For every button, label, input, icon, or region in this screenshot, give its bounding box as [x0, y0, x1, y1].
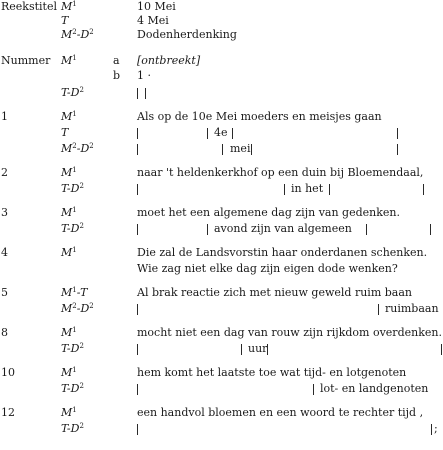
variant-bar	[284, 184, 285, 195]
source-siglum: $M^2-D^2$	[61, 302, 94, 315]
nummer-row-m1	[0, 54, 443, 68]
verse-3-row-m1	[0, 206, 443, 220]
variant-insert: ;	[434, 422, 438, 435]
reading-text: Al brak reactie zich met nieuw geweld ruim baan	[137, 286, 412, 299]
reading-text: Als op de 10e Mei moeders en meisjes gaan	[137, 110, 382, 123]
verse-number: 4	[1, 246, 8, 259]
variant-bar	[430, 224, 431, 235]
verse-8-row-m1	[0, 326, 443, 340]
variant-insert: 4e	[214, 126, 228, 139]
verse-number: 2	[1, 166, 8, 179]
source-siglum: $M^1$	[61, 166, 77, 179]
source-siglum: $M^1$	[61, 246, 77, 259]
verse-number: 3	[1, 206, 8, 219]
verse-5-row-m2d2	[0, 302, 443, 316]
verse-number: 12	[1, 406, 15, 419]
variant-bar	[267, 344, 268, 355]
verse-4-row-m1	[0, 246, 443, 260]
verse-1-row-m1	[0, 110, 443, 124]
source-siglum: $M^2-D^2$	[61, 28, 94, 41]
reading-text: Dodenherdenking	[137, 28, 237, 41]
variant-bar	[145, 88, 146, 99]
variant-bar	[207, 128, 208, 139]
variant-insert: mei	[230, 142, 251, 155]
verse-5-row-m1t	[0, 286, 443, 300]
variant-bar	[137, 184, 138, 195]
variant-insert: lot- en landgenoten	[320, 382, 429, 395]
source-siglum: $T-D^2$	[61, 422, 84, 435]
section-label-reekstitel: Reekstitel	[1, 0, 57, 13]
reading-text: 1 ·	[137, 69, 151, 82]
reading-text: 10 Mei	[137, 0, 176, 13]
reading-text: Die zal de Landsvorstin haar onderdanen schenken.	[137, 246, 428, 259]
source-siglum: $M^1$	[61, 0, 77, 13]
source-siglum: $T-D^2$	[61, 382, 84, 395]
verse-10-row-m1	[0, 366, 443, 380]
variant-bar	[137, 384, 138, 395]
variant-bar	[137, 344, 138, 355]
reekstitel-row-m2d2	[0, 28, 443, 42]
nummer-row-b	[0, 69, 443, 83]
verse-1-row-m2d2	[0, 142, 443, 156]
variant-bar	[441, 344, 442, 355]
reading-text: Wie zag niet elke dag zijn eigen dode wenken?	[137, 262, 398, 275]
verse-8-row-td2	[0, 342, 443, 356]
reading-text: 4 Mei	[137, 14, 169, 27]
reading-text: naar 't heldenkerkhof op een duin bij Bloemendaal,	[137, 166, 424, 179]
variant-bar	[241, 344, 242, 355]
source-siglum: T	[61, 14, 69, 27]
variant-bar	[137, 424, 138, 435]
verse-number: 5	[1, 286, 8, 299]
source-siglum: T	[61, 126, 69, 139]
source-siglum: $M^2-D^2$	[61, 142, 94, 155]
source-siglum: $M^1$	[61, 110, 77, 123]
variant-bar	[378, 304, 379, 315]
variant-bar	[313, 384, 314, 395]
variant-bar	[329, 184, 330, 195]
variant-bar	[397, 144, 398, 155]
verse-1-row-t	[0, 126, 443, 140]
verse-12-row-m1	[0, 406, 443, 420]
verse-number: 8	[1, 326, 8, 339]
verse-4-row-2	[0, 262, 443, 276]
variant-bar	[137, 304, 138, 315]
verse-number: 1	[1, 110, 8, 123]
reading-text: hem komt het laatste toe wat tijd- en lotgenoten	[137, 366, 407, 379]
source-siglum: $M^1$	[61, 206, 77, 219]
variant-bar	[137, 88, 138, 99]
source-siglum: $T-D^2$	[61, 222, 84, 235]
reekstitel-row-m1	[0, 0, 443, 14]
reading-text: moet het een algemene dag zijn van gedenken.	[137, 206, 400, 219]
variant-bar	[431, 424, 432, 435]
variant-bar	[366, 224, 367, 235]
variant-bar	[251, 144, 252, 155]
source-siglum: $M^1$	[61, 326, 77, 339]
variant-insert: ruimbaan	[385, 302, 439, 315]
sub-marker: a	[113, 54, 120, 67]
variant-insert: in het	[291, 182, 324, 195]
source-siglum: $M^1$	[61, 54, 77, 67]
source-siglum: $T-D^2$	[61, 86, 84, 99]
verse-3-row-td2	[0, 222, 443, 236]
nummer-row-td2	[0, 86, 443, 100]
variant-bar	[423, 184, 424, 195]
source-siglum: $T-D^2$	[61, 342, 84, 355]
verse-number: 10	[1, 366, 15, 379]
sub-marker: b	[113, 69, 121, 82]
variant-bar	[137, 224, 138, 235]
verse-2-row-td2	[0, 182, 443, 196]
reading-text: een handvol bloemen en een woord te rechter tijd ,	[137, 406, 424, 419]
variant-insert: uur	[248, 342, 268, 355]
variant-bar	[222, 144, 223, 155]
verse-12-row-td2	[0, 422, 443, 436]
reekstitel-row-t	[0, 14, 443, 28]
source-siglum: $M^1$	[61, 366, 77, 379]
variant-bar	[207, 224, 208, 235]
source-siglum: $M^1$	[61, 406, 77, 419]
variant-bar	[397, 128, 398, 139]
verse-2-row-m1	[0, 166, 443, 180]
reading-text: [ontbreekt]	[137, 54, 201, 67]
variant-bar	[137, 128, 138, 139]
variant-bar	[137, 144, 138, 155]
reading-text: mocht niet een dag van rouw zijn rijkdom overdenken.	[137, 326, 442, 339]
variant-insert: avond zijn van algemeen	[214, 222, 352, 235]
source-siglum: $M^1-T$	[61, 286, 88, 299]
source-siglum: $T-D^2$	[61, 182, 84, 195]
section-label-nummer: Nummer	[1, 54, 51, 67]
variant-bar	[232, 128, 233, 139]
verse-10-row-td2	[0, 382, 443, 396]
